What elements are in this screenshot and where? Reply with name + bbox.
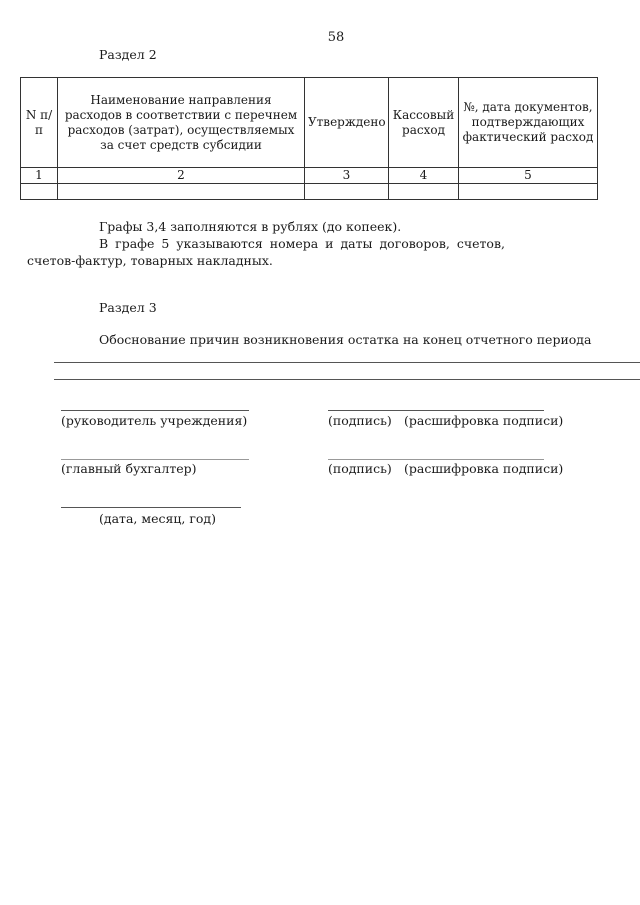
accountant-decode-label: (расшифровка подписи) xyxy=(404,461,564,476)
table-cell[interactable] xyxy=(58,184,305,200)
accountant-signature-line[interactable] xyxy=(61,459,249,460)
head-signature-line[interactable] xyxy=(61,410,249,411)
table-header-row xyxy=(21,78,598,168)
table-numbering-row xyxy=(21,168,598,184)
column-number: 2 xyxy=(58,168,305,184)
table-cell[interactable] xyxy=(305,184,389,200)
header-cell-expense-direction: Наименование направления расходов в соответствии с перечнем расходов (затрат), осуществляемых за счет средств субсидии xyxy=(58,78,305,168)
note-column-5-continued: счетов-фактур, товарных накладных. xyxy=(27,253,273,268)
head-decode-line[interactable] xyxy=(328,410,544,411)
expense-table xyxy=(20,77,598,200)
head-decode-label: (расшифровка подписи) xyxy=(404,413,564,428)
column-number: 1 xyxy=(21,168,58,184)
header-cell-approved: Утверждено xyxy=(305,78,389,168)
page-number: 58 xyxy=(327,30,345,45)
justification-label: Обоснование причин возникновения остатка на конец отчетного периода xyxy=(99,332,592,347)
table-cell[interactable] xyxy=(389,184,459,200)
accountant-label: (главный бухгалтер) xyxy=(61,461,197,476)
table-row xyxy=(21,184,598,200)
table-cell[interactable] xyxy=(21,184,58,200)
note-columns-3-4: Графы 3,4 заполняются в рублях (до копеек). xyxy=(99,219,402,234)
section-2-title: Раздел 2 xyxy=(99,47,157,62)
column-number: 4 xyxy=(389,168,459,184)
justification-line-1[interactable] xyxy=(54,362,640,363)
column-number: 3 xyxy=(305,168,389,184)
accountant-signature-label: (подпись) xyxy=(328,461,392,476)
head-signature-label: (подпись) xyxy=(328,413,392,428)
justification-line-2[interactable] xyxy=(54,379,640,380)
head-label: (руководитель учреждения) xyxy=(61,413,248,428)
date-label: (дата, месяц, год) xyxy=(99,511,216,526)
header-cell-cash-expense: Кассовый расход xyxy=(389,78,459,168)
accountant-decode-line[interactable] xyxy=(328,459,544,460)
column-number: 5 xyxy=(459,168,598,184)
note-column-5: В графе 5 указываются номера и даты договоров, счетов, xyxy=(99,236,505,251)
section-3-title: Раздел 3 xyxy=(99,300,157,315)
header-cell-number: N п/п xyxy=(21,78,58,168)
date-line[interactable] xyxy=(61,507,241,508)
table-cell[interactable] xyxy=(459,184,598,200)
header-cell-documents: №, дата документов, подтверждающих фактический расход xyxy=(459,78,598,168)
